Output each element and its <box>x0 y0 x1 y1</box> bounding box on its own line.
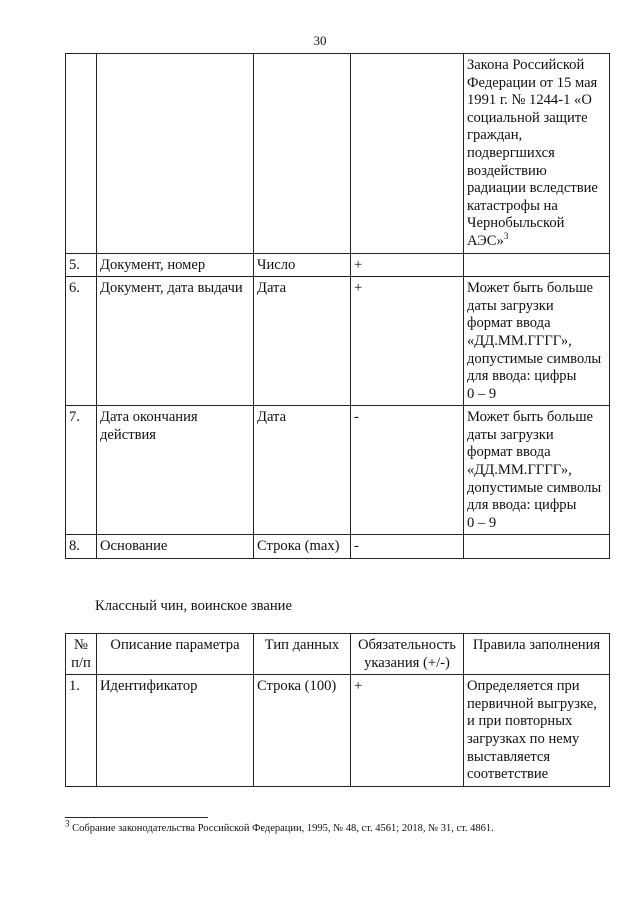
table-header-row <box>66 634 610 675</box>
data-type-cell <box>254 406 351 535</box>
header-number: № п/п <box>66 634 97 675</box>
required-flag-cell <box>351 54 464 254</box>
table-row <box>66 253 610 277</box>
parameter-description-cell <box>97 406 254 535</box>
data-type: Строка (max) <box>257 538 340 555</box>
parameter-description: Основание <box>100 538 168 555</box>
parameter-description-cell <box>97 54 254 254</box>
table-row <box>66 675 610 787</box>
page-number: 30 <box>313 33 327 48</box>
row-number-cell <box>66 535 97 559</box>
data-type: Строка (100) <box>257 678 337 695</box>
row-number: 7. <box>69 409 80 426</box>
parameter-description: Дата окончания действия <box>100 409 198 443</box>
fill-rules: Закона Российской Федерации от 15 мая 1991 г. № 1244-1 «О социальной защите граждан, подвергшихся воздействию радиации вследствие катастрофы на Чернобыльской АЭС» <box>467 57 598 249</box>
parameter-description-cell <box>97 675 254 787</box>
fill-rules: Определяется при первичной выгрузке, и при повторных загрузках по нему выставляется соответствие <box>467 678 597 783</box>
parameter-description: Документ, дата выдачи <box>100 280 243 297</box>
data-type: Дата <box>257 280 287 297</box>
table-row <box>66 54 610 254</box>
parameter-description-cell <box>97 253 254 277</box>
data-type-cell <box>254 675 351 787</box>
row-number-cell <box>66 54 97 254</box>
fill-rules-cell <box>464 54 610 254</box>
data-type: Число <box>257 256 296 273</box>
required-flag: + <box>354 280 363 297</box>
row-number-cell <box>66 675 97 787</box>
footnote-text: Собрание законодательства Российской Федерации, 1995, № 48, ст. 4561; 2018, № 31, ст. 4861. <box>72 823 494 834</box>
footnote-separator <box>65 817 208 818</box>
data-type-cell <box>254 277 351 406</box>
required-flag: + <box>354 678 363 695</box>
row-number: 8. <box>69 538 80 555</box>
footnote <box>65 818 494 834</box>
row-number-cell <box>66 277 97 406</box>
footnote-mark: 3 <box>65 818 70 829</box>
footnote-reference: 3 <box>503 231 509 242</box>
rank-parameters-table <box>65 633 610 787</box>
row-number-cell <box>66 406 97 535</box>
required-flag-cell <box>351 253 464 277</box>
fill-rules: Может быть больше даты загрузки формат ввода «ДД.ММ.ГГГГ», допустимые символы для ввода: цифры 0 – 9 <box>467 280 602 402</box>
parameter-description: Документ, номер <box>100 256 206 273</box>
data-type-cell <box>254 54 351 254</box>
parameter-description-cell <box>97 277 254 406</box>
required-flag-cell <box>351 535 464 559</box>
row-number: 6. <box>69 280 80 297</box>
section-title: Классный чин, воинское звание <box>95 598 292 614</box>
fill-rules-cell <box>464 253 610 277</box>
row-number: 5. <box>69 256 80 273</box>
table-row <box>66 277 610 406</box>
fill-rules-cell <box>464 535 610 559</box>
fill-rules-cell <box>464 406 610 535</box>
required-flag: - <box>354 538 359 555</box>
parameter-description-cell <box>97 535 254 559</box>
header-data-type: Тип данных <box>254 634 351 675</box>
fill-rules-cell <box>464 277 610 406</box>
row-number-cell <box>66 253 97 277</box>
required-flag-cell <box>351 406 464 535</box>
required-flag: + <box>354 256 363 273</box>
required-flag-cell <box>351 675 464 787</box>
fill-rules: Может быть больше даты загрузки формат ввода «ДД.ММ.ГГГГ», допустимые символы для ввода: цифры 0 – 9 <box>467 409 602 531</box>
table-row <box>66 406 610 535</box>
header-required: Обязательность указания (+/-) <box>351 634 464 675</box>
table-row <box>66 535 610 559</box>
data-type-cell <box>254 535 351 559</box>
parameter-description: Идентификатор <box>100 678 198 695</box>
parameters-table-continued <box>65 53 610 559</box>
header-description: Описание параметра <box>97 634 254 675</box>
required-flag-cell <box>351 277 464 406</box>
required-flag: - <box>354 409 359 426</box>
row-number: 1. <box>69 678 80 695</box>
fill-rules-cell <box>464 675 610 787</box>
data-type-cell <box>254 253 351 277</box>
header-fill-rules: Правила заполнения <box>464 634 610 675</box>
data-type: Дата <box>257 409 287 426</box>
